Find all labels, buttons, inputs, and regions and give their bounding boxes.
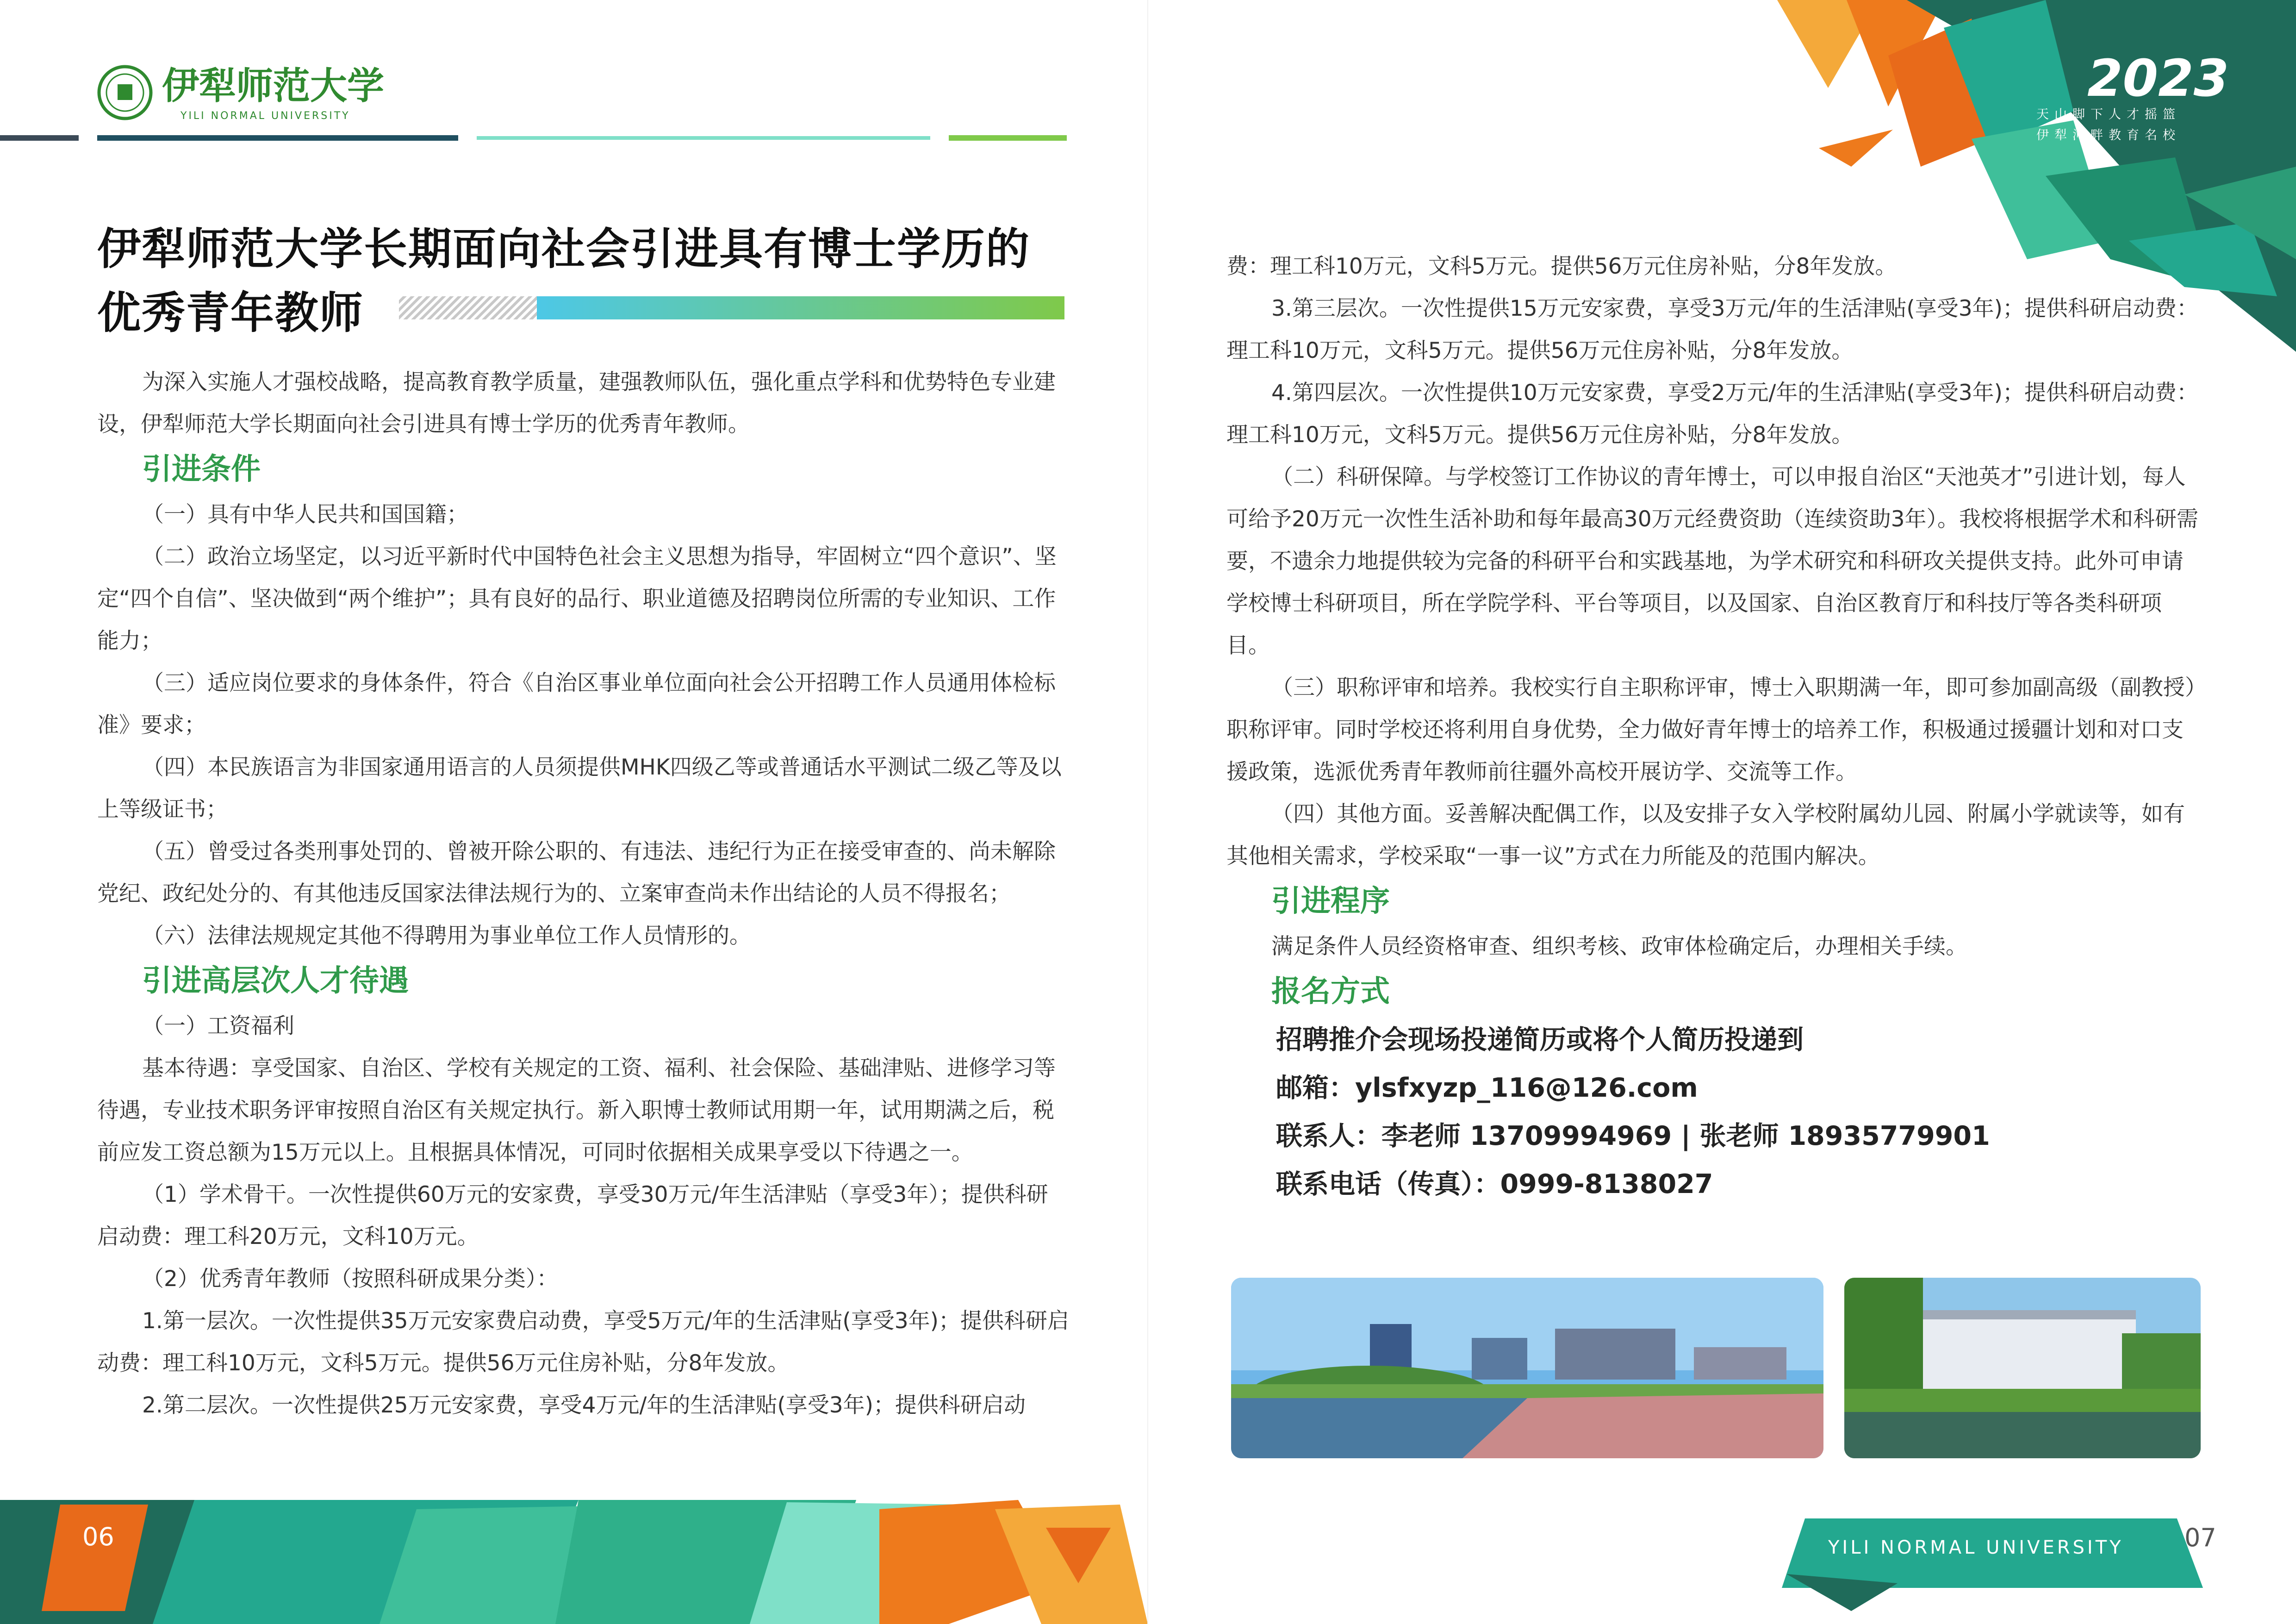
footer-university-en: YILI NORMAL UNIVERSITY bbox=[1828, 1537, 2124, 1558]
level-1: 1.第一层次。一次性提供35万元安家费启动费，享受5万元/年的生活津贴(享受3年)；提供科研启动费：理工科10万元，文科5万元。提供56万元住房补贴，分8年发放。 bbox=[97, 1308, 1069, 1376]
condition-item: （二）政治立场坚定，以习近平新时代中国特色社会主义思想为指导，牢固树立“四个意识”、坚定“四个自信”、坚决做到“两个维护”；具有良好的品行、职业道德及招聘岗位所需的专业知识、工作能力； bbox=[97, 544, 1057, 654]
slogan-line2: 伊犁河畔教育名校 bbox=[2036, 128, 2181, 143]
left-column bbox=[97, 361, 1069, 1426]
other-benefits: （四）其他方面。妥善解决配偶工作，以及安排子女入学校附属幼儿园、附属小学就读等，如有其他相关需求，学校采取“一事一议”方式在力所能及的范围内解决。 bbox=[1226, 801, 2185, 869]
campus-photo-building bbox=[1844, 1278, 2201, 1458]
apply-phone: 联系电话（传真）：0999-8138027 bbox=[1276, 1169, 1713, 1199]
campus-building-image bbox=[1844, 1278, 2201, 1458]
page-number-right: 07 bbox=[2184, 1523, 2216, 1552]
campus-photo-panorama bbox=[1231, 1278, 1823, 1458]
page-title bbox=[97, 218, 1115, 345]
benefits-heading: 引进高层次人才待遇 bbox=[142, 964, 409, 998]
youth-teacher: （2）优秀青年教师（按照科研成果分类）： bbox=[142, 1266, 559, 1292]
slogan-line1: 天山脚下人才摇篮 bbox=[2036, 107, 2181, 122]
level-2-continued: 费：理工科10万元，文科5万元。提供56万元住房补贴，分8年发放。 bbox=[1226, 254, 1897, 279]
header-rule-navy bbox=[97, 135, 458, 141]
academic-backbone: （1）学术骨干。一次性提供60万元的安家费，享受30万元/年生活津贴（享受3年）；提供科研启动费：理工科20万元，文科10万元。 bbox=[97, 1182, 1048, 1249]
title-line2: 优秀青年教师 bbox=[97, 288, 364, 338]
title-evaluation: （三）职称评审和培养。我校实行自主职称评审，博士入职期满一年，即可参加副高级（副教授）职称评审。同时学校还将利用自身优势，全力做好青年博士的培养工作，积极通过援疆计划和对口支援政策，选派优秀青年教师前往疆外高校开展访学、交流等工作。 bbox=[1226, 675, 2196, 785]
title-line1: 伊犁师范大学长期面向社会引进具有博士学历的 bbox=[97, 224, 1031, 275]
condition-item: （三）适应岗位要求的身体条件，符合《自治区事业单位面向社会公开招聘工作人员通用体检标准》要求； bbox=[97, 670, 1056, 738]
header-rule-dark bbox=[0, 135, 79, 141]
university-name-cn: 伊犁师范大学 bbox=[162, 64, 384, 107]
page-spine bbox=[1147, 0, 1148, 1624]
condition-item: （六）法律法规规定其他不得聘用为事业单位工作人员情形的。 bbox=[142, 923, 751, 949]
condition-item: （一）具有中华人民共和国国籍； bbox=[142, 502, 468, 527]
procedure-text: 满足条件人员经资格审查、组织考核、政审体检确定后，办理相关手续。 bbox=[1271, 934, 1967, 959]
campus-panorama-image bbox=[1231, 1278, 1823, 1458]
year-label: 2023 bbox=[2087, 49, 2229, 108]
header-rule-mint bbox=[477, 136, 930, 140]
basic-benefits: 基本待遇：享受国家、自治区、学校有关规定的工资、福利、社会保险、基础津贴、进修学习等待遇，专业技术职务评审按照自治区有关规定执行。新入职博士教师试用期一年，试用期满之后，税前应发工资总额为15万元以上。且根据具体情况，可同时依据相关成果享受以下待遇之一。 bbox=[97, 1056, 1056, 1165]
university-logo bbox=[97, 60, 384, 134]
apply-line1: 招聘推介会现场投递简历或将个人简历投递到 bbox=[1276, 1024, 1804, 1055]
bottom-left-polygons bbox=[0, 1500, 1148, 1624]
procedure-heading: 引进程序 bbox=[1271, 884, 1390, 918]
apply-email[interactable]: 邮箱：ylsfxyzp_116@126.com bbox=[1276, 1073, 1698, 1103]
apply-heading: 报名方式 bbox=[1271, 974, 1390, 1009]
condition-item: （四）本民族语言为非国家通用语言的人员须提供MHK四级乙等或普通话水平测试二级乙等及以上等级证书； bbox=[97, 755, 1062, 822]
bottom-right-polygons bbox=[1782, 1514, 2296, 1611]
right-column bbox=[1226, 245, 2203, 1208]
level-4: 4.第四层次。一次性提供10万元安家费，享受2万元/年的生活津贴(享受3年)；提供科研启动费：理工科10万元，文科5万元。提供56万元住房补贴，分8年发放。 bbox=[1226, 380, 2198, 448]
page-number-left: 06 bbox=[82, 1522, 114, 1551]
university-name-en: YILI NORMAL UNIVERSITY bbox=[180, 110, 350, 122]
header-rule-green bbox=[949, 135, 1067, 141]
conditions-heading: 引进条件 bbox=[142, 452, 261, 487]
benefits-sub-salary: （一）工资福利 bbox=[142, 1013, 294, 1039]
seal-icon bbox=[97, 65, 153, 120]
research-support: （二）科研保障。与学校签订工作协议的青年博士，可以申报自治区“天池英才”引进计划，每人可给予20万元一次性生活补助和每年最高30万元经费资助（连续资助3年）。我校将根据学术和科研需要，不遗余力地提供较为完备的科研平台和实践基地，为学术研究和科研攻关提供支持。此外可申请学校博士科研项目，所在学院学科、平台等项目，以及国家、自治区教育厅和科技厅等各类科研项目。 bbox=[1226, 464, 2199, 658]
condition-item: （五）曾受过各类刑事处罚的、曾被开除公职的、有违法、违纪行为正在接受审查的、尚未解除党纪、政纪处分的、有其他违反国家法律法规行为的、立案审查尚未作出结论的人员不得报名； bbox=[97, 839, 1056, 906]
intro-paragraph: 为深入实施人才强校战略，提高教育教学质量，建强教师队伍，强化重点学科和优势特色专业建设，伊犁师范大学长期面向社会引进具有博士学历的优秀青年教师。 bbox=[97, 369, 1056, 437]
level-3: 3.第三层次。一次性提供15万元安家费，享受3万元/年的生活津贴(享受3年)；提供科研启动费：理工科10万元，文科5万元。提供56万元住房补贴，分8年发放。 bbox=[1226, 296, 2198, 363]
level-2-start: 2.第二层次。一次性提供25万元安家费，享受4万元/年的生活津贴(享受3年)；提供科研启动 bbox=[142, 1393, 1026, 1418]
apply-contacts: 联系人：李老师 13709994969 | 张老师 18935779901 bbox=[1276, 1121, 1990, 1151]
